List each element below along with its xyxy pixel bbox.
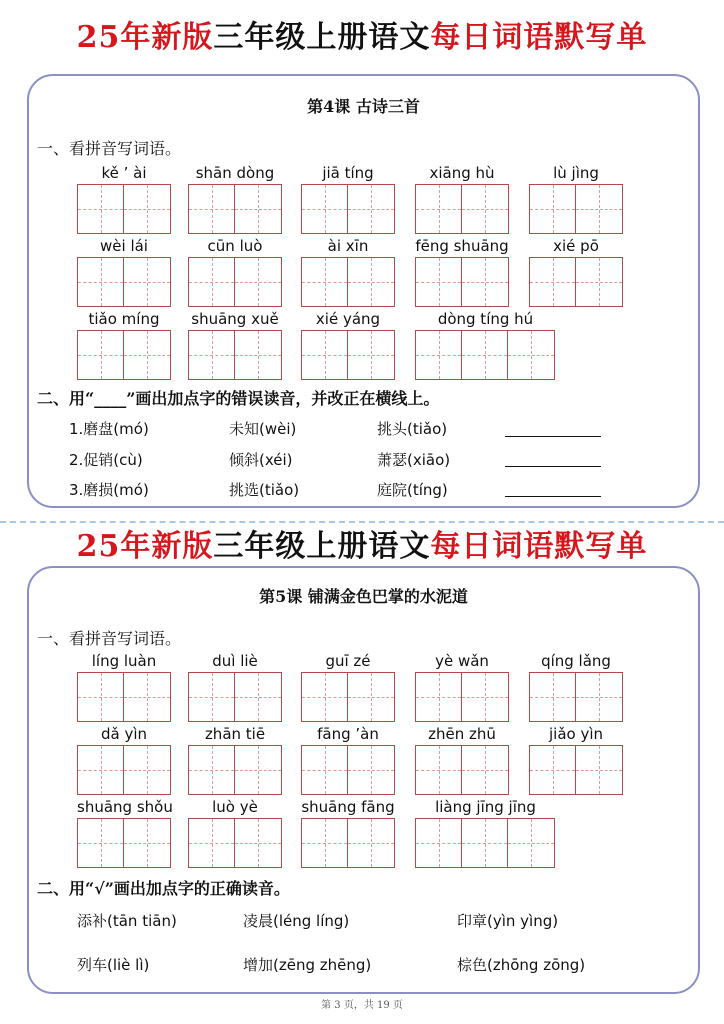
choice-item[interactable]: 添补(tān tiān)	[77, 912, 177, 930]
reading-item: 3.磨损(mó)	[69, 481, 149, 499]
writing-grid[interactable]	[301, 745, 395, 795]
writing-grid[interactable]	[415, 818, 555, 868]
writing-grid[interactable]	[188, 184, 282, 234]
writing-grid[interactable]	[188, 818, 282, 868]
writing-grid[interactable]	[301, 257, 395, 307]
choice-item[interactable]: 增加(zēng zhēng)	[243, 956, 372, 974]
writing-grid[interactable]	[188, 672, 282, 722]
reading-item: 2.促销(cù)	[69, 451, 143, 469]
choice-item[interactable]: 棕色(zhōng zōng)	[457, 956, 586, 974]
writing-grid[interactable]	[188, 330, 282, 380]
writing-grid[interactable]	[529, 672, 623, 722]
sheet1-card: 第4课 古诗三首 一、看拼音写词语。 kě ’ ài shān dòng jiā tíng xiāng hù lù jìng wèi lái cūn luò ài xīn fēng shuāng xié pō tiǎo míng shuāng xuě xié yáng dòng tíng hú 二、用“____”画出加点字的错误读音，并改正在横线上。 1.磨盘(mó) 未知(wèi) 挑头(tiǎo) 2.促销(cù) 倾斜(xéi) 萧瑟(xiāo) 3.磨损(mó) 挑选(tiǎo) 庭院(tíng)	[27, 74, 700, 508]
choice-item[interactable]: 印章(yìn yìng)	[457, 912, 559, 930]
section2-title: 二、用“____”画出加点字的错误读音，并改正在横线上。	[37, 389, 440, 408]
writing-grid[interactable]	[77, 184, 171, 234]
reading-item: 1.磨盘(mó)	[69, 420, 149, 438]
writing-grid[interactable]	[529, 257, 623, 307]
writing-grid[interactable]	[188, 745, 282, 795]
lesson-title: 第4课 古诗三首	[307, 97, 420, 116]
sheet1-header-title: 25年新版三年级上册语文每日词语默写单	[76, 20, 648, 55]
writing-grid[interactable]	[77, 330, 171, 380]
writing-grid[interactable]	[529, 745, 623, 795]
answer-line[interactable]	[505, 496, 601, 497]
reading-item: 庭院(tíng)	[377, 481, 448, 499]
sheet2-card: 第5课 铺满金色巴掌的水泥道 一、看拼音写词语。 líng luàn duì liè guī zé yè wǎn qíng lǎng dǎ yìn zhān tiē fāng ’àn zhēn zhū jiǎo yìn shuāng shǒu luò yè shuāng fāng liàng jīng jīng 二、用“√”画出加点字的正确读音。 添补(tān tiān) 凌晨(léng líng) 印章(yìn yìng) 列车(liè lì) 增加(zēng zhēng) 棕色(zhōng zōng)	[27, 566, 700, 994]
writing-grid[interactable]	[77, 257, 171, 307]
writing-grid[interactable]	[415, 672, 509, 722]
writing-grid[interactable]	[301, 672, 395, 722]
writing-grid[interactable]	[415, 745, 509, 795]
writing-grid[interactable]	[77, 672, 171, 722]
page-footer: 第 3 页，共 19 页	[321, 1000, 403, 1011]
section2-title: 二、用“√”画出加点字的正确读音。	[37, 879, 290, 898]
reading-item: 未知(wèi)	[229, 420, 297, 438]
writing-grid[interactable]	[77, 745, 171, 795]
choice-item[interactable]: 列车(liè lì)	[77, 956, 150, 974]
reading-item: 萧瑟(xiāo)	[377, 451, 451, 469]
lesson-title: 第5课 铺满金色巴掌的水泥道	[259, 587, 468, 606]
cut-line-divider	[0, 521, 724, 523]
reading-item: 倾斜(xéi)	[229, 451, 293, 469]
writing-grid[interactable]	[301, 184, 395, 234]
writing-grid[interactable]	[415, 330, 555, 380]
writing-grid[interactable]	[529, 184, 623, 234]
reading-item: 挑选(tiǎo)	[229, 481, 300, 499]
answer-line[interactable]	[505, 436, 601, 437]
writing-grid[interactable]	[77, 818, 171, 868]
section1-title: 一、看拼音写词语。	[37, 629, 182, 648]
writing-grid[interactable]	[415, 257, 509, 307]
section1-title: 一、看拼音写词语。	[37, 139, 182, 158]
choice-item[interactable]: 凌晨(léng líng)	[243, 912, 350, 930]
writing-grid[interactable]	[188, 257, 282, 307]
reading-item: 挑头(tiǎo)	[377, 420, 448, 438]
answer-line[interactable]	[505, 466, 601, 467]
writing-grid[interactable]	[301, 330, 395, 380]
sheet2-header-title: 25年新版三年级上册语文每日词语默写单	[76, 529, 648, 564]
writing-grid[interactable]	[415, 184, 509, 234]
writing-grid[interactable]	[301, 818, 395, 868]
